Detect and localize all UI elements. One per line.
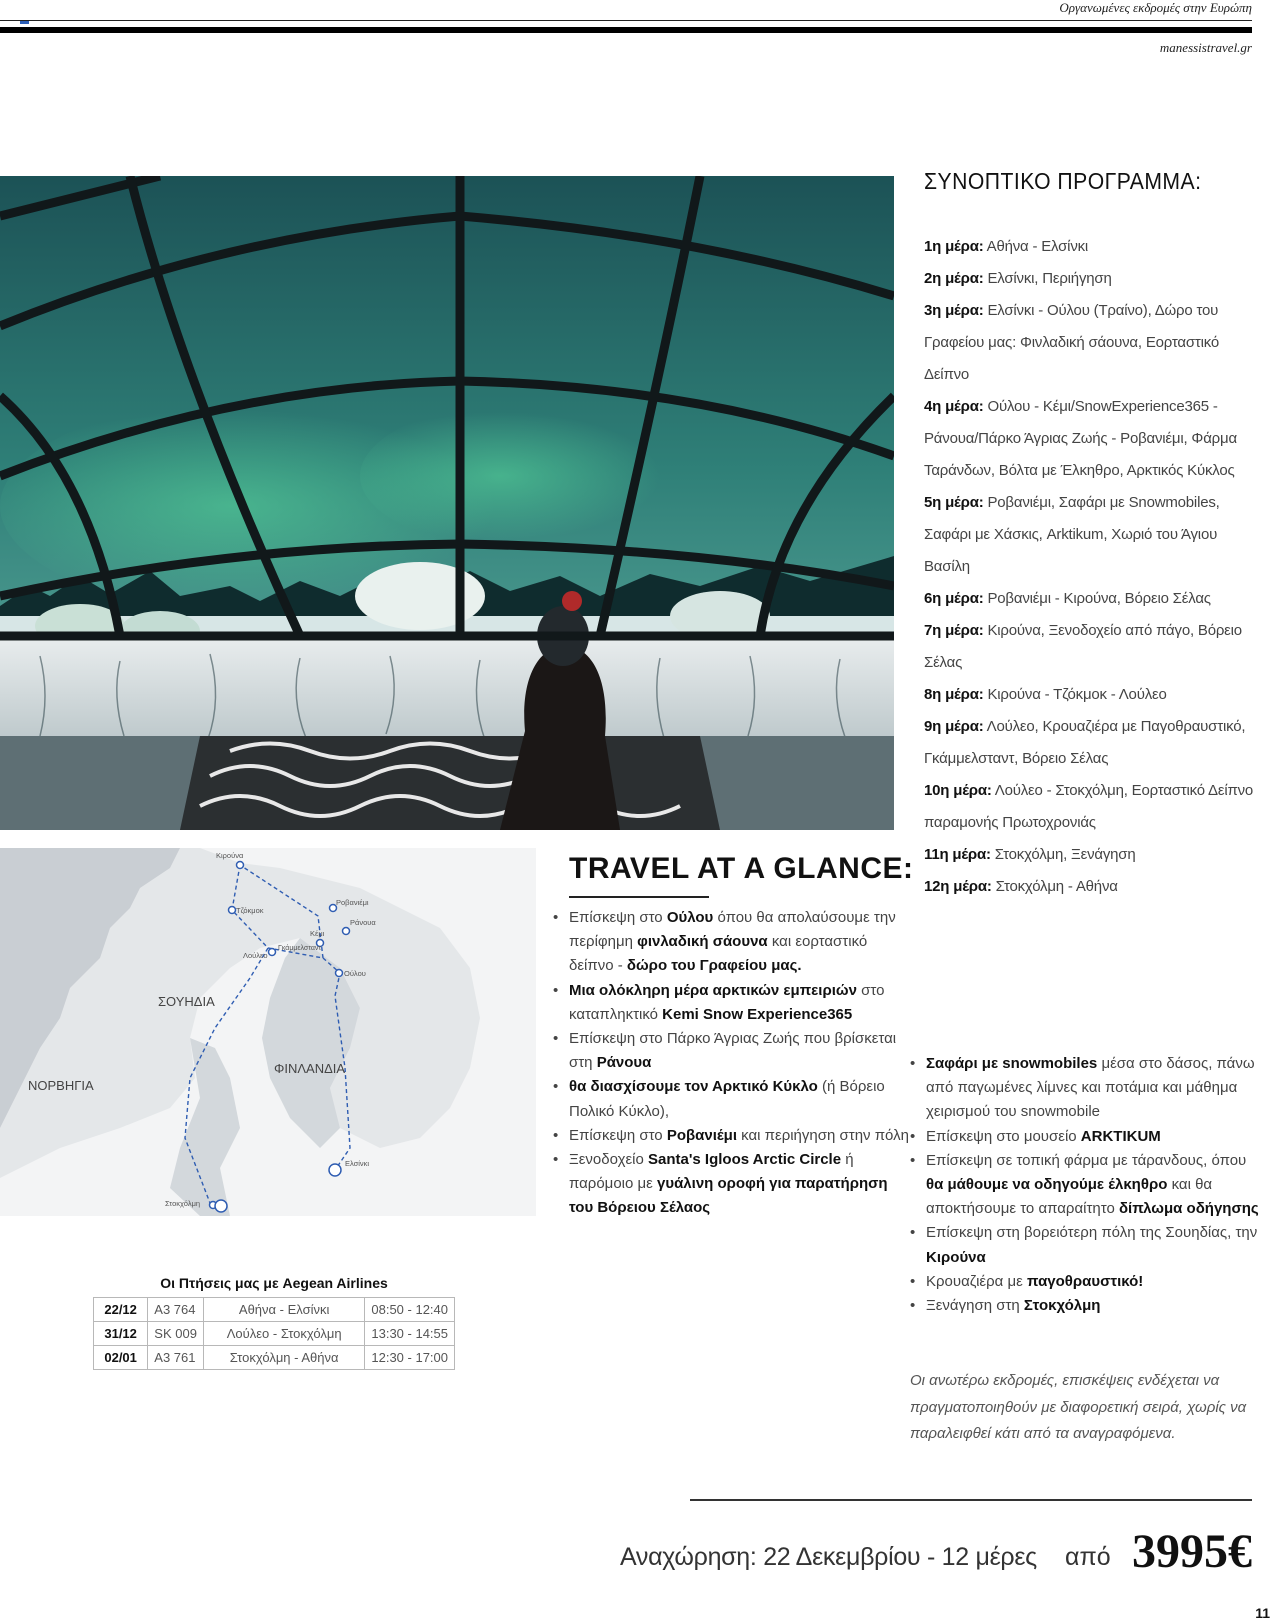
extra-item-text: Κρουαζιέρα με [926,1272,1027,1290]
glance-item-text: Ξενοδοχείο [569,1151,648,1169]
program-day [924,679,1264,711]
route-map [0,848,536,1216]
flight-row [94,1322,455,1346]
page-number: 11 [1255,1605,1270,1621]
program-title: ΣΥΝΟΠΤΙΚΟ ΠΡΟΓΡΑΜΜΑ: [924,168,1202,194]
flight-row [94,1298,455,1322]
program-day-text: Λούλεο - Στοκχόλμη, Εορταστικό Δείπνο παραμονής Πρωτοχρονιάς [924,782,1254,831]
flight-time: 12:30 - 17:00 [365,1346,455,1370]
map-label-norway: ΝΟΡΒΗΓΙΑ [28,1078,94,1093]
program-summary [924,168,1264,903]
extra-item-text: Επίσκεψη στη βορειότερη πόλη της Σουηδίας, την [926,1224,1258,1242]
program-day-list [924,231,1264,903]
glance-item-text: και εορταστικό δείπνο - [569,933,868,975]
glance-item [553,1075,913,1123]
glance-item [553,1124,913,1148]
departure-info: Αναχώρηση: 22 Δεκεμβρίου - 12 μέρες [620,1543,1037,1571]
glance-item-text: Santa's Igloos Arctic Circle [647,1151,842,1169]
glance-title: TRAVEL AT A GLANCE: [569,852,914,885]
flights-title: Οι Πτήσεις μας με Aegean Airlines [160,1275,388,1291]
glance-item-text: Μια ολόκληρη μέρα αρκτικών εμπειριών [569,981,857,999]
program-day-text: Στοκχόλμη, Ξενάγηση [990,846,1136,863]
program-day-text: Αθήνα - Ελσίνκι [983,238,1089,255]
extra-item-text: Κιρούνα [926,1248,986,1266]
price: 3995€ [1132,1525,1252,1578]
extra-item-text: Ξενάγηση στη [926,1297,1024,1315]
program-day [924,263,1264,295]
program-day [924,871,1264,903]
program-day-text: Στοκχόλμη - Αθήνα [991,878,1118,895]
glance-item-text: και περιήγηση στην πόλη [737,1126,909,1144]
glance-item [553,906,913,979]
program-day-label: 2η μέρα: [924,270,984,287]
glance-item-text: (ή Βόρειο Πολικό Κύκλο), [569,1078,885,1120]
program-day-label: 9η μέρα: [924,718,984,735]
glance-item [553,979,913,1027]
flight-date: 31/12 [94,1322,148,1346]
extra-item [910,1270,1260,1294]
program-day-text: Κιρούνα, Ξενοδοχείο από πάγο, Βόρειο Σέλας [924,622,1242,671]
program-day [924,487,1264,583]
extra-item-text: παγοθραυστικό! [1027,1272,1144,1290]
map-city-kemi: Κέμι [310,929,325,938]
flight-code: SK 009 [148,1322,204,1346]
program-day-label: 3η μέρα: [924,302,984,319]
glance-item-text: Kemi Snow Experience365 [662,1005,853,1023]
program-day [924,839,1264,871]
extra-item [910,1125,1260,1149]
extra-item-text: Επίσκεψη σε τοπική φάρμα με τάρανδους, όπου [926,1151,1247,1169]
flight-date: 02/01 [94,1346,148,1370]
map-city-stockholm: Στοκχόλμη [165,1199,201,1208]
glance-item-text: Ράνουα [596,1054,652,1072]
extra-item-text: και θα αποκτήσουμε το απαραίτητο [926,1176,1213,1218]
header-accent-mark [20,21,29,24]
extra-item-text: Επίσκεψη στο μουσείο [926,1127,1081,1145]
flight-code: A3 761 [148,1346,204,1370]
flight-time: 08:50 - 12:40 [365,1298,455,1322]
program-day [924,775,1264,839]
program-day [924,295,1264,391]
program-day [924,615,1264,679]
glance-item-text: θα διασχίσουμε τον Αρκτικό Κύκλο [569,1078,818,1096]
extra-item-text: μέσα στο δάσος, πάνω από παγωμένες λίμνες και ποτάμια και μάθημα χειρισμού του snowmobile [926,1055,1255,1121]
map-city-lulea: Λούλεο [243,951,268,960]
glance-list [553,906,913,1221]
program-day-text: Ούλου - Κέμι/SnowExperience365 - Ράνουα/Πάρκο Άγριας Ζωής - Ροβανιέμι, Φάρμα Ταράνδων, Βόλτα με Έλκηθρο, Αρκτικός Κύκλος [924,398,1237,479]
glance-item-text: όπου θα απολαύσουμε την περίφημη [569,909,896,951]
price-from-label: από [1065,1543,1111,1571]
glance-item-text: Επίσκεψη στο [569,1126,667,1144]
glance-item [553,1148,913,1221]
program-day-label: 5η μέρα: [924,494,984,511]
program-day [924,583,1264,615]
program-day-text: Ροβανιέμι - Κιρούνα, Βόρειο Σέλας [983,590,1211,607]
flights-table [93,1297,455,1370]
glance-item-text: Ροβανιέμι [666,1126,737,1144]
glance-title-rule [569,896,709,898]
flight-row [94,1346,455,1370]
glance-item-text: στο καταπληκτικό [569,981,885,1023]
header-rule-thick [0,27,1252,33]
program-day [924,391,1264,487]
map-city-oulu: Ούλου [344,969,366,978]
glance-item-text: φινλαδική σάουνα [637,933,768,951]
program-day-label: 11η μέρα: [924,846,991,863]
header-website: manessistravel.gr [1159,40,1252,55]
program-day [924,711,1264,775]
flight-time: 13:30 - 14:55 [365,1322,455,1346]
map-city-helsinki: Ελσίνκι [345,1159,370,1168]
map-label-finland: ΦΙΝΛΑΝΔΙΑ [274,1061,346,1076]
glance-item-text: γυάλινη οροφή για παρατήρηση του Βόρειου Σέλαος [569,1175,888,1217]
glance-item-text: Επίσκεψη στο Πάρκο Άγριας Ζωής που βρίσκεται στη [569,1030,897,1072]
program-day-label: 8η μέρα: [924,686,984,703]
program-day-label: 6η μέρα: [924,590,984,607]
program-day [924,231,1264,263]
extras-list [910,1052,1260,1318]
program-day-text: Ελσίνκι, Περιήγηση [983,270,1112,287]
program-day-text: Ροβανιέμι, Σαφάρι με Snowmobiles, Σαφάρι με Χάσκις, Arktikum, Χωριό του Άγιου Βασίλη [924,494,1220,575]
footer-rule [690,1499,1252,1501]
itinerary-note: Οι ανωτέρω εκδρομές, επισκέψεις ενδέχεται να πραγματοποιηθούν με διαφορετική σειρά, χωρίς να παραλειφθεί κάτι από τα αναγραφόμενα. [910,1372,1247,1442]
glance-item [553,1027,913,1075]
program-day-label: 4η μέρα: [924,398,984,415]
program-day-text: Κιρούνα - Τζόκμοκ - Λούλεο [983,686,1167,703]
extra-item-text: Στοκχόλμη [1023,1297,1101,1315]
map-city-gammelstad: Γκάμμελσταντ [278,945,322,952]
flight-route: Στοκχόλμη - Αθήνα [203,1346,364,1370]
flight-date: 22/12 [94,1298,148,1322]
glance-item-text: Επίσκεψη στο [569,909,667,926]
flight-route: Λούλεο - Στοκχόλμη [203,1322,364,1346]
program-day-label: 10η μέρα: [924,782,992,799]
extra-item [910,1294,1260,1318]
extra-item-text: ARKTIKUM [1080,1127,1161,1145]
header-tagline: Οργανωμένες εκδρομές στην Ευρώπη [1059,0,1252,15]
glass-igloo-photo [0,176,894,830]
program-day-label: 7η μέρα: [924,622,984,639]
glance-item-text: Ούλου [666,909,714,926]
program-day-label: 12η μέρα: [924,878,992,895]
map-city-rovaniemi: Ροβανιέμι [336,898,369,907]
extra-item [910,1052,1260,1125]
extra-item-text: δίπλωμα οδήγησης [1118,1200,1259,1218]
extra-item-text: Σαφάρι με snowmobiles [926,1055,1098,1072]
extra-item-text: θα μάθουμε να οδηγούμε έλκηθρο [926,1176,1168,1194]
header-rule [0,20,1252,21]
program-day-label: 1η μέρα: [924,238,984,255]
program-day-text: Ελσίνκι - Ούλου (Τραίνο), Δώρο του Γραφείου μας: Φινλαδική σάουνα, Εορταστικό Δείπνο [924,302,1220,383]
map-city-ranua: Ράνουα [350,918,376,927]
map-city-jokkmokk: Τζόκμοκ [236,906,264,915]
glance-item-text: ή παρόμοιο με [569,1151,854,1193]
glance-item-text: δώρο του Γραφείου μας. [626,957,802,975]
extra-item [910,1221,1260,1269]
extra-item [910,1149,1260,1222]
flight-route: Αθήνα - Ελσίνκι [203,1298,364,1322]
map-city-kiruna: Κιρούνα [216,851,244,860]
flight-code: A3 764 [148,1298,204,1322]
program-day-text: Λούλεο, Κρουαζιέρα με Παγοθραυστικό, Γκάμμελσταντ, Βόρειο Σέλας [924,718,1246,767]
map-label-sweden: ΣΟΥΗΔΙΑ [158,994,215,1009]
